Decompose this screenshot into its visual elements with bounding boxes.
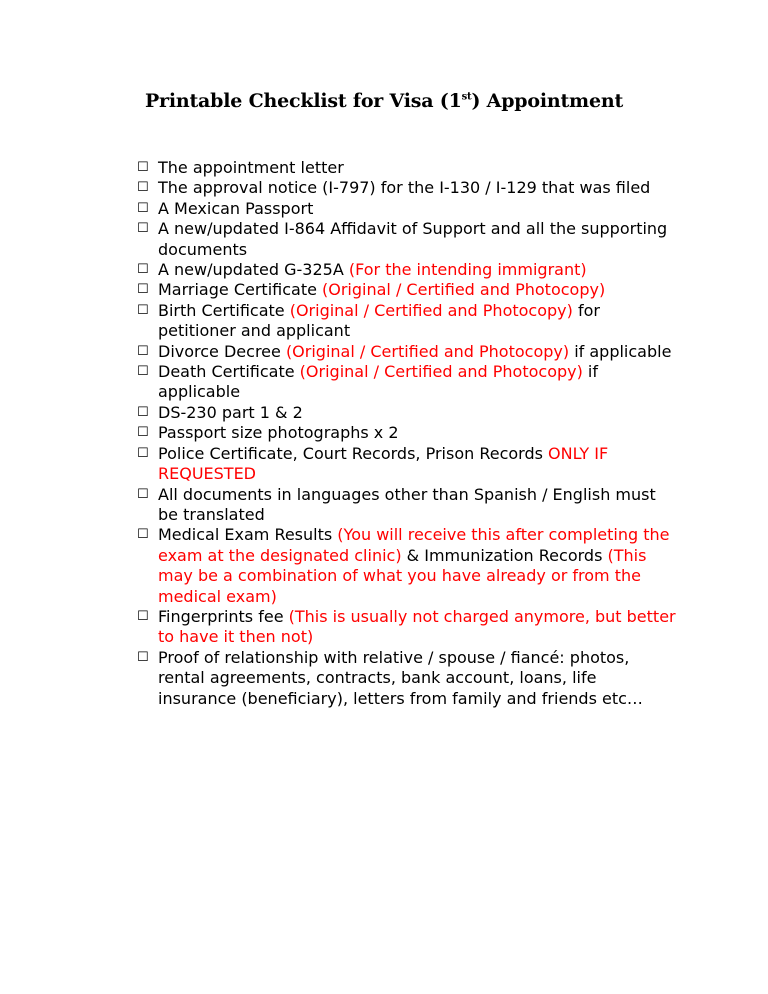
checkbox-icon[interactable]: ☐ (137, 282, 149, 298)
item-text: Police Certificate, Court Records, Prison Records (158, 443, 549, 463)
checklist-item (137, 178, 677, 198)
checklist-item (137, 607, 677, 648)
item-text: for petitioner and applicant (158, 300, 600, 341)
title-text: Printable Checklist for Visa (1 (144, 90, 462, 112)
item-note-text: (This may be a combination of what you have already or from the medical exam) (158, 545, 647, 606)
checkbox-icon[interactable]: ☐ (137, 404, 149, 420)
item-text: Divorce Decree (158, 341, 286, 361)
checkbox-icon[interactable]: ☐ (137, 302, 149, 318)
item-note-text: (For the intending immigrant) (348, 260, 587, 280)
document-title (0, 90, 768, 112)
checkbox-icon[interactable]: ☐ (137, 486, 149, 502)
item-note-text: (Original / Certified and Photocopy) (299, 362, 583, 382)
checklist-item (137, 423, 677, 443)
item-note-text: (You will receive this after completing the exam at the designated clinic) (158, 525, 670, 565)
checklist-item (137, 260, 677, 280)
checkbox-icon[interactable]: ☐ (137, 527, 149, 543)
checklist-item (137, 444, 677, 485)
item-note-text: (Original / Certified and Photocopy) (322, 280, 606, 300)
checklist-item (137, 342, 677, 362)
item-note-text: (Original / Certified and Photocopy) (285, 341, 570, 361)
checkbox-icon[interactable]: ☐ (137, 160, 149, 175)
checklist-item (137, 362, 677, 403)
checkbox-icon[interactable]: ☐ (137, 343, 149, 359)
checklist-item (137, 280, 677, 300)
item-note-text: ONLY IF REQUESTED (158, 443, 609, 484)
item-text: A Mexican Passport (158, 198, 314, 218)
checkbox-icon[interactable]: ☐ (137, 425, 149, 441)
checkbox-icon[interactable]: ☐ (137, 445, 149, 461)
title-text-end: ) Appointment (471, 90, 624, 112)
item-text: The appointment letter (158, 158, 344, 177)
item-text: Marriage Certificate (158, 280, 323, 300)
checkbox-icon[interactable]: ☐ (137, 364, 149, 380)
item-note-text: (Original / Certified and Photocopy) (289, 300, 573, 320)
checklist-item (137, 301, 677, 342)
checkbox-icon[interactable]: ☐ (137, 608, 149, 624)
item-text: if applicable (569, 341, 672, 361)
item-text: A new/updated G-325A (158, 260, 349, 280)
checklist-item (137, 525, 677, 607)
checklist-item (137, 648, 677, 709)
item-text: Passport size photographs x 2 (158, 423, 399, 443)
item-text: Medical Exam Results (158, 525, 338, 545)
item-text: All documents in languages other than Spanish / English must be translated (158, 484, 656, 524)
item-text: & Immunization Records (401, 545, 608, 565)
checkbox-icon[interactable]: ☐ (137, 200, 149, 216)
checkbox-icon[interactable]: ☐ (137, 221, 149, 237)
checkbox-icon[interactable]: ☐ (137, 649, 149, 665)
item-text: The approval notice (I-797) for the I-130 / I-129 that was filed (158, 178, 651, 198)
checklist (137, 158, 677, 709)
item-text: A new/updated I-864 Affidavit of Support and all the supporting documents (158, 219, 668, 259)
checklist-item (137, 403, 677, 423)
checkbox-icon[interactable]: ☐ (137, 180, 149, 196)
item-note-text: (This is usually not charged anymore, but better to have it then not) (158, 606, 676, 647)
checklist-item (137, 158, 677, 178)
item-text: Birth Certificate (158, 300, 290, 320)
checklist-item (137, 485, 677, 526)
item-text: DS-230 part 1 & 2 (158, 402, 303, 422)
item-text: Fingerprints fee (158, 606, 289, 626)
item-text: Proof of relationship with relative / spouse / fiancé: photos, rental agreements, contracts, bank account, loans, life insurance (beneficiary), letters from family and friends etc… (158, 647, 643, 708)
checkbox-icon[interactable]: ☐ (137, 262, 149, 278)
item-text: if applicable (158, 362, 599, 402)
checklist-item (137, 219, 677, 260)
title-superscript: st (461, 91, 472, 103)
item-text: Death Certificate (158, 362, 300, 382)
checklist-item (137, 199, 677, 219)
